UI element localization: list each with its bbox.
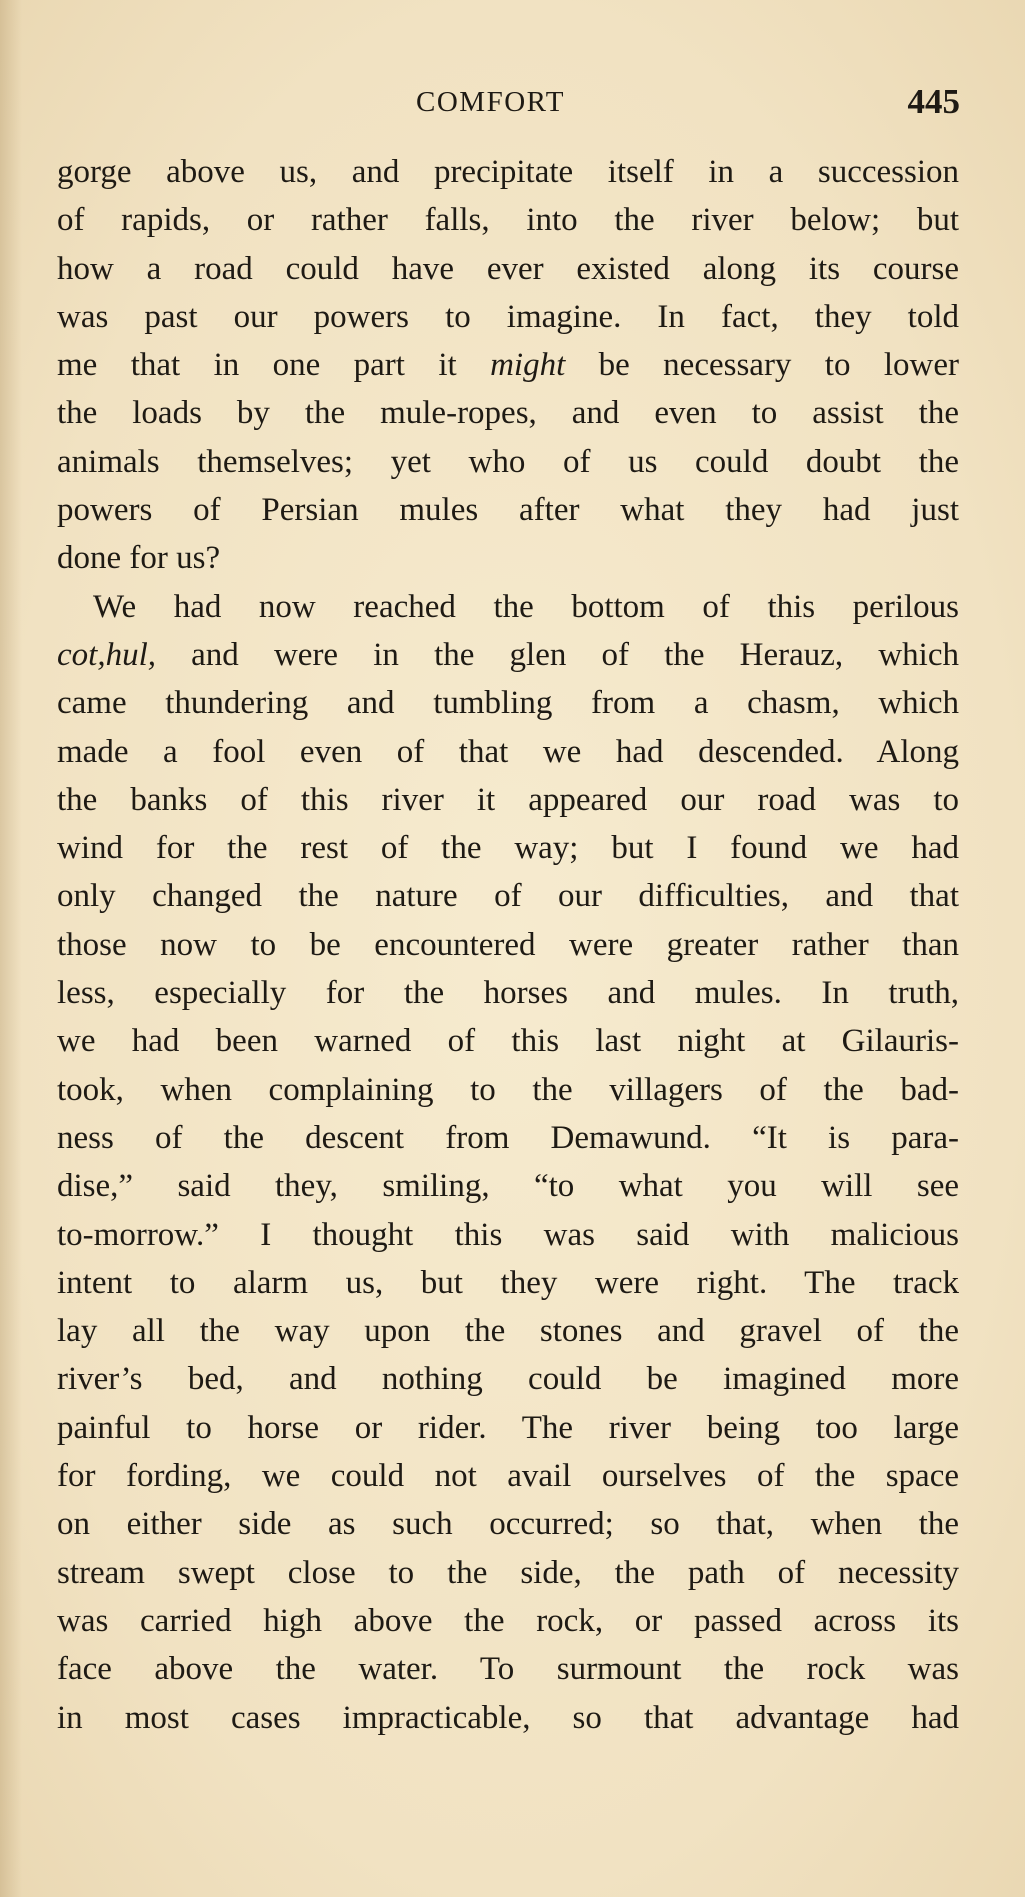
text-line [57,631,959,679]
text-line: lay all the way upon the stones and gravel of the [57,1313,959,1350]
text-line: for fording, we could not avail ourselves of the space [57,1458,959,1495]
text-line: less, especially for the horses and mules. In truth, [57,975,959,1012]
text-line: to-morrow.” I thought this was said with malicious [57,1216,959,1253]
text-line: came thundering and tumbling from a chasm, which [57,685,959,722]
text-line: we had been warned of this last night at Gilauris- [57,1023,959,1060]
text-line: face above the water. To surmount the rock was [57,1651,959,1688]
text-line: in most cases impracticable, so that advantage had [57,1699,959,1736]
text-line: powers of Persian mules after what they had just [57,492,959,529]
text-line: on either side as such occurred; so that, when the [57,1506,959,1543]
text-line: those now to be encountered were greater rather than [57,926,959,963]
text-line: only changed the nature of our difficulties, and that [57,878,959,915]
text-line: was carried high above the rock, or passed across its [57,1602,959,1639]
text-line: ness of the descent from Demawund. “It is para- [57,1119,959,1156]
italic-word: cot,hul, [57,636,156,673]
text-line: the loads by the mule-ropes, and even to assist the [57,395,959,432]
text-segment: me that in one part it [57,347,491,384]
text-line: dise,” said they, smiling, “to what you will see [57,1168,959,1205]
page-number: 445 [907,82,960,121]
running-head: COMFORT [416,86,565,118]
text-line: took, when complaining to the villagers of the bad- [57,1071,959,1108]
text-line: the banks of this river it appeared our road was to [57,781,959,818]
text-line: made a fool even of that we had descended. Along [57,733,959,770]
text-line: stream swept close to the side, the path of necessity [57,1554,959,1591]
body-text [57,148,959,1742]
text-line: of rapids, or rather falls, into the river below; but [57,202,959,239]
text-line: animals themselves; yet who of us could doubt the [57,443,959,480]
text-line: gorge above us, and precipitate itself in a succession [57,154,959,190]
text-segment: and were in the glen of the Herauz, which [155,636,959,673]
text-line: wind for the rest of the way; but I found we had [57,830,959,867]
page-header [0,80,1025,130]
text-line: how a road could have ever existed along its course [57,250,959,287]
paragraph-end-line: done for us? [57,540,221,577]
text-line: intent to alarm us, but they were right. The track [57,1264,959,1301]
text-line: painful to horse or rider. The river being too large [57,1409,959,1446]
text-line [57,341,959,389]
text-segment: be necessary to lower [565,347,960,384]
text-line: was past our powers to imagine. In fact, they told [57,298,959,335]
paragraph-start-line: We had now reached the bottom of this perilous [93,588,959,625]
italic-word: might [490,347,566,384]
text-line: river’s bed, and nothing could be imagined more [57,1361,959,1398]
